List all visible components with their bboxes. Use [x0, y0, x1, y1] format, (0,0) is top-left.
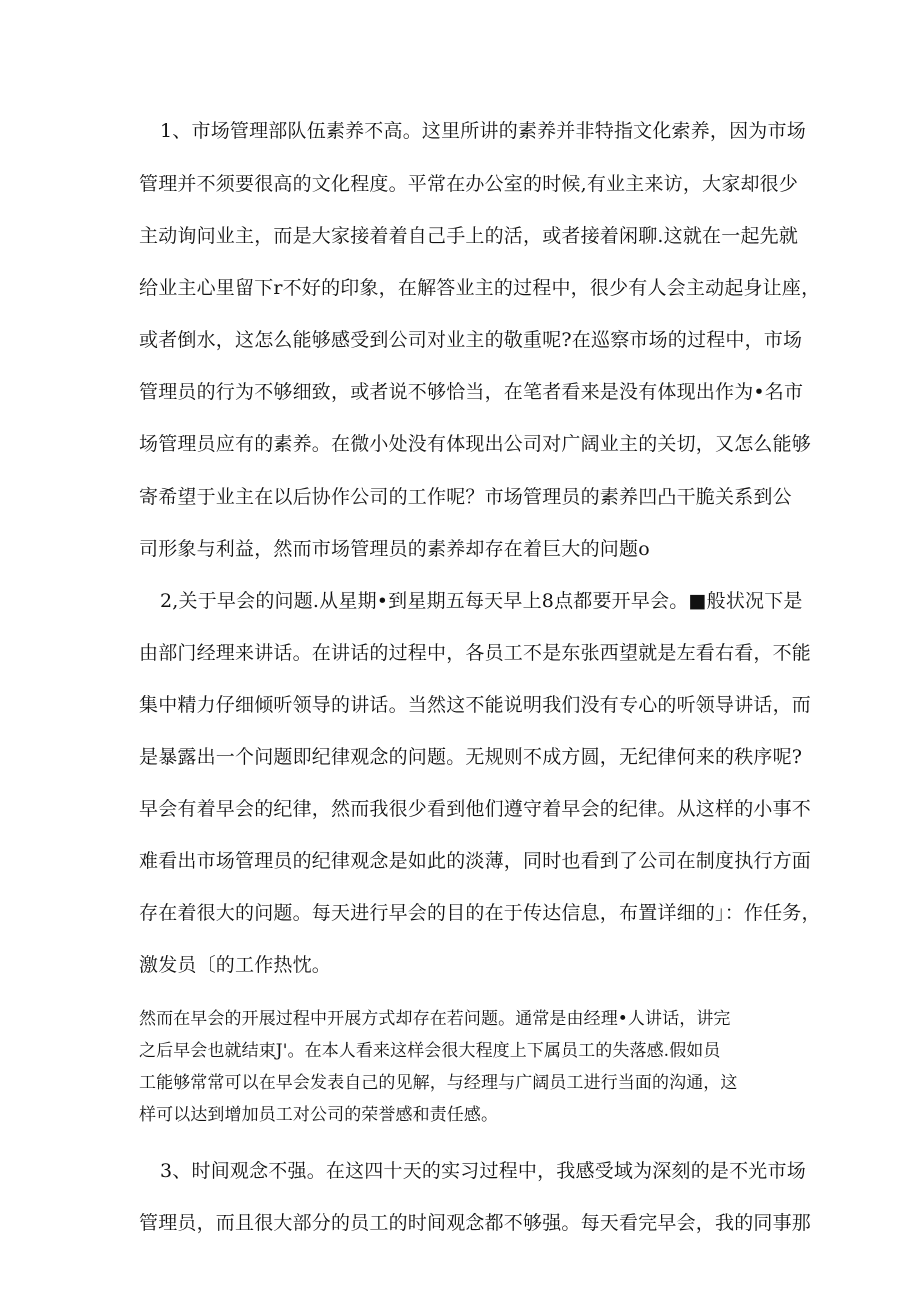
paragraph-1-line-4: 给业主心里留下r不好的印象，在解答业主的过程中，很少有人会主动起身让座，	[139, 277, 821, 299]
paragraph-1-line-7: 场管理员应有的素养。在微小处没有体现出公司对广阔业主的关切，又怎么能够	[139, 433, 812, 455]
paragraph-2-line-3: 集中精力仔细倾听领导的讲话。当然这不能说明我们没有专心的听领导讲话，而	[139, 694, 812, 716]
paragraph-1-line-1: 1、市场管理部队伍素养不高。这里所讲的素养并非特指文化索养，因为市场	[160, 120, 806, 142]
paragraph-1-line-2: 管理并不须要很高的文化程度。平常在办公室的时候,有业主来访，大家却很少	[139, 173, 799, 195]
paragraph-3-line-4: 样可以达到增加员工对公司的荣誉感和责任感。	[139, 1105, 499, 1125]
paragraph-2-line-6: 难看出市场管理员的纪律观念是如此的淡薄，同时也看到了公司在制度执行方面	[139, 850, 812, 872]
paragraph-1-line-3: 主动询问业主，而是大家接着着自己手上的活，或者接着闲聊.这就在一起先就	[139, 225, 799, 247]
paragraph-2-line-1: 2,关于早会的问题.从星期•到星期五每天早上8点都要开早会。■般状况下是	[160, 590, 803, 612]
paragraph-4-line-2: 管理员，而且很大部分的员工的时间观念都不够强。每天看完早会，我的同事那	[139, 1212, 812, 1234]
paragraph-1-line-5: 或者倒水，这怎么能够感受到公司对业主的敬重呢?在巡察市场的过程中，市场	[139, 329, 803, 351]
paragraph-2-line-4: 是暴露出一个问题即纪律观念的问题。无规则不成方圆，无纪律何来的秩序呢?	[139, 746, 803, 768]
paragraph-3-line-3: 工能够常常可以在早会发表自己的见解，与经理与广阔员工进行当面的沟通，这	[139, 1073, 738, 1093]
paragraph-1-line-6: 管理员的行为不够细致，或者说不够恰当，在笔者看来是没有体现出作为•名市	[139, 381, 804, 403]
paragraph-1-line-8: 寄希望于业主在以后协作公司的工作呢？市场管理员的素养凹凸干脆关系到公	[139, 486, 792, 508]
paragraph-1-line-9: 司形象与利益，然而市场管理员的素养却存在着巨大的问题o	[139, 538, 650, 560]
paragraph-2-line-2: 由部门经理来讲话。在讲话的过程中，各员工不是东张西望就是左看右看，不能	[139, 642, 812, 664]
paragraph-3-line-2: 之后早会也就结束J'。在本人看来这样会很大程度上下属员工的失落感.假如员	[139, 1041, 721, 1061]
paragraph-2-line-8: 激发员〔的工作热忱。	[139, 954, 332, 976]
paragraph-2-line-7: 存在着很大的问题。每天进行早会的目的在于传达信息，布置详细的」：作任务，	[139, 902, 821, 924]
paragraph-2-line-5: 早会有着早会的纪律，然而我很少看到他们遵守着早会的纪律。从这样的小事不	[139, 798, 812, 820]
paragraph-4-line-1: 3、时间观念不强。在这四十天的实习过程中，我感受域为深刻的是不光市场	[160, 1160, 806, 1182]
paragraph-3-line-1: 然而在早会的开展过程中开展方式却存在若问题。通常是由经理•人讲话，讲完	[139, 1009, 731, 1029]
